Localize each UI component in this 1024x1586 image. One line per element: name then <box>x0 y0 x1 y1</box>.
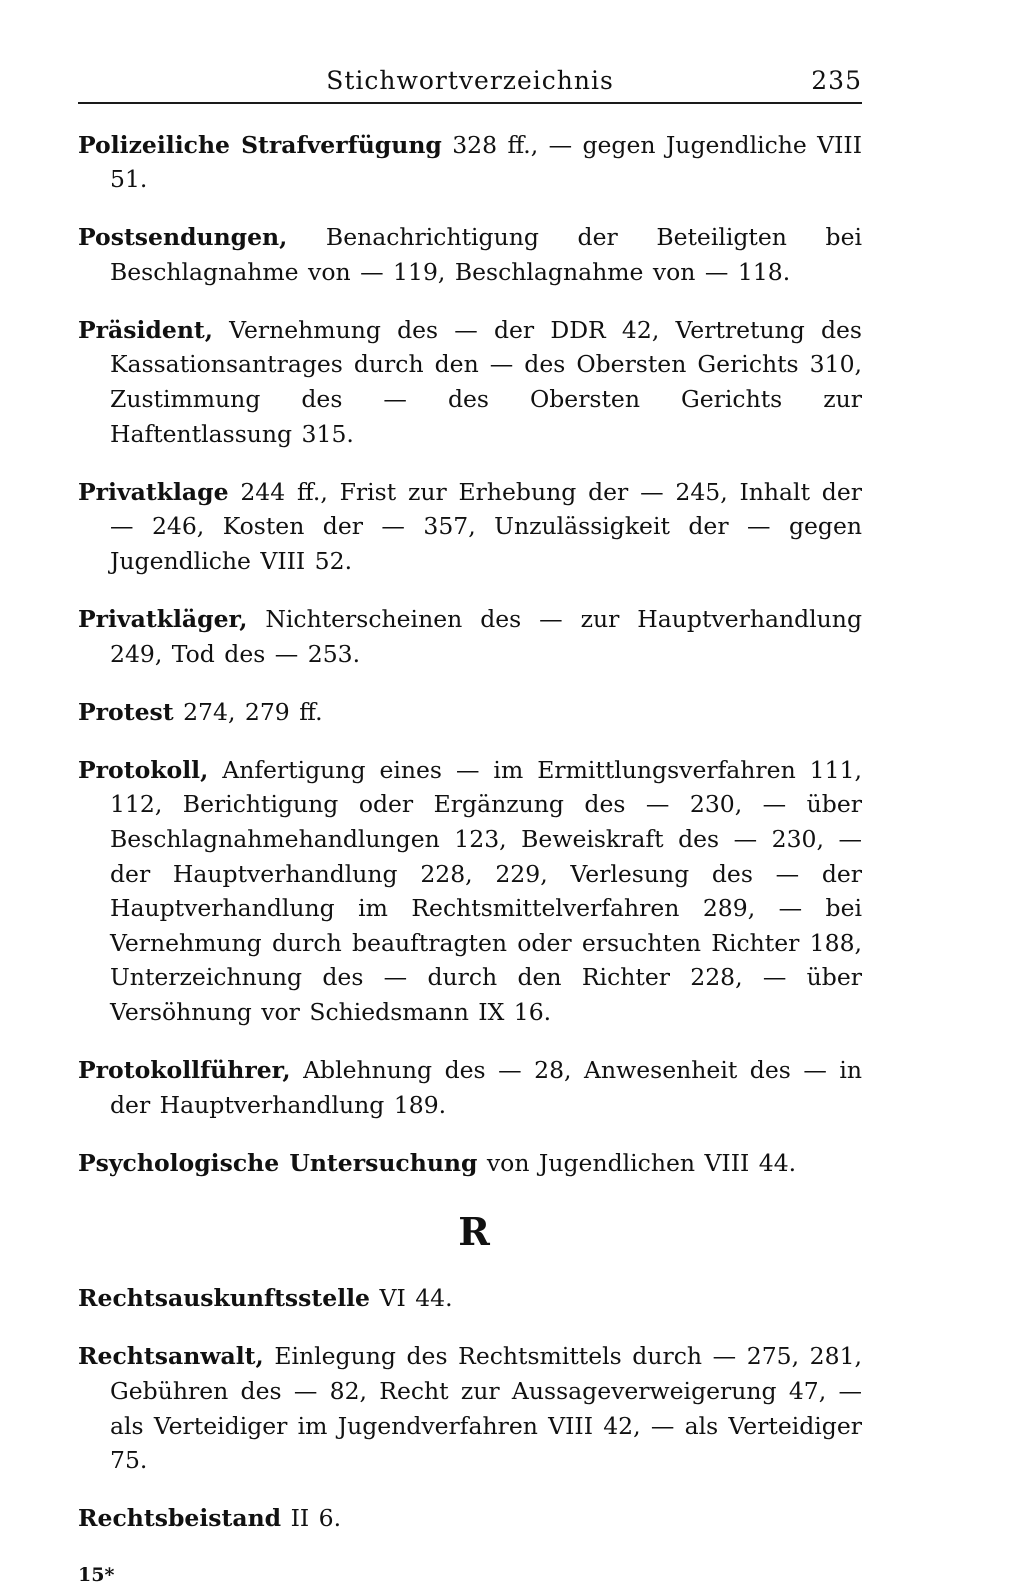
index-section-r <box>78 1281 862 1536</box>
entry-text: 328 ff., — gegen Jugendliche VIII 51. <box>110 130 863 194</box>
entry-term: Privatklage <box>78 477 229 506</box>
entry-term: Rechtsauskunftsstelle <box>78 1284 370 1313</box>
entry-text: II 6. <box>281 1504 342 1533</box>
index-section-p <box>78 128 862 1181</box>
entry-term: Rechtsbeistand <box>78 1504 282 1533</box>
index-entry <box>78 313 862 451</box>
page-header <box>78 62 862 104</box>
index-entry <box>78 753 862 1030</box>
entry-term: Psychologische Untersuchung <box>78 1148 478 1177</box>
index-entry <box>78 475 862 579</box>
entry-term: Präsident, <box>78 315 213 344</box>
entry-text: von Jugendlichen VIII 44. <box>477 1148 797 1177</box>
entry-text: Ablehnung des — 28, Anwesenheit des — in der Hauptverhandlung 189. <box>110 1056 862 1119</box>
entry-term: Privatkläger, <box>78 605 248 634</box>
index-entry <box>78 1146 862 1181</box>
entry-term: Rechtsanwalt, <box>78 1342 264 1371</box>
index-entry <box>78 128 862 197</box>
entry-term: Protokoll, <box>78 755 209 784</box>
entry-term: Protokollführer, <box>78 1056 291 1085</box>
index-page <box>78 62 862 1586</box>
entry-text: Vernehmung des — der DDR 42, Vertretung des Kassationsantrages durch den — des Obersten Gerichts 310, Zustimmung des — des Obersten Gerichts zur Haftentlassung 315. <box>110 315 862 448</box>
section-letter-heading: R <box>458 1208 490 1254</box>
index-entry <box>78 695 862 730</box>
page-number: 235 <box>811 66 862 95</box>
entry-text: 274, 279 ff. <box>173 697 323 726</box>
index-entry <box>78 1053 862 1122</box>
running-head: Stichwortverzeichnis <box>326 66 614 95</box>
entry-text: VI 44. <box>370 1284 453 1313</box>
entry-text: Einlegung des Rechtsmittels durch — 275, 281, Gebühren des — 82, Recht zur Aussageverweigerung 47, — als Verteidiger im Jugendverfahren VIII 42, — als Verteidiger 75. <box>110 1342 862 1475</box>
index-entry <box>78 1501 862 1536</box>
printer-signature: 15* <box>78 1563 115 1586</box>
entry-text: Nichterscheinen des — zur Hauptverhandlung 249, Tod des — 253. <box>110 605 862 668</box>
entry-text: Anfertigung eines — im Ermittlungsverfahren 111, 112, Berichtigung oder Ergänzung des — 230, — über Beschlagnahmehandlungen 123, Beweiskraft des — 230, — der Hauptverhandlung 228, 229, Verlesung des — der Hauptverhandlung im Rechtsmittelverfahren 289, — bei Vernehmung durch beauftragten oder ersuchten Richter 188, Unterzeichnung des — durch den Richter 228, — über Versöhnung vor Schiedsmann IX 16. <box>110 755 862 1026</box>
index-entry <box>78 602 862 671</box>
entry-text: 244 ff., Frist zur Erhebung der — 245, Inhalt der — 246, Kosten der — 357, Unzulässigkeit der — gegen Jugendliche VIII 52. <box>110 477 862 575</box>
index-entry <box>78 1281 862 1316</box>
entry-term: Polizeiliche Strafverfügung <box>78 130 442 159</box>
index-entry <box>78 220 862 289</box>
entry-term: Protest <box>78 697 174 726</box>
entry-term: Postsendungen, <box>78 223 288 252</box>
entry-text: Benachrichtigung der Beteiligten bei Beschlagnahme von — 119, Beschlagnahme von — 118. <box>110 223 862 286</box>
index-entry <box>78 1339 862 1477</box>
